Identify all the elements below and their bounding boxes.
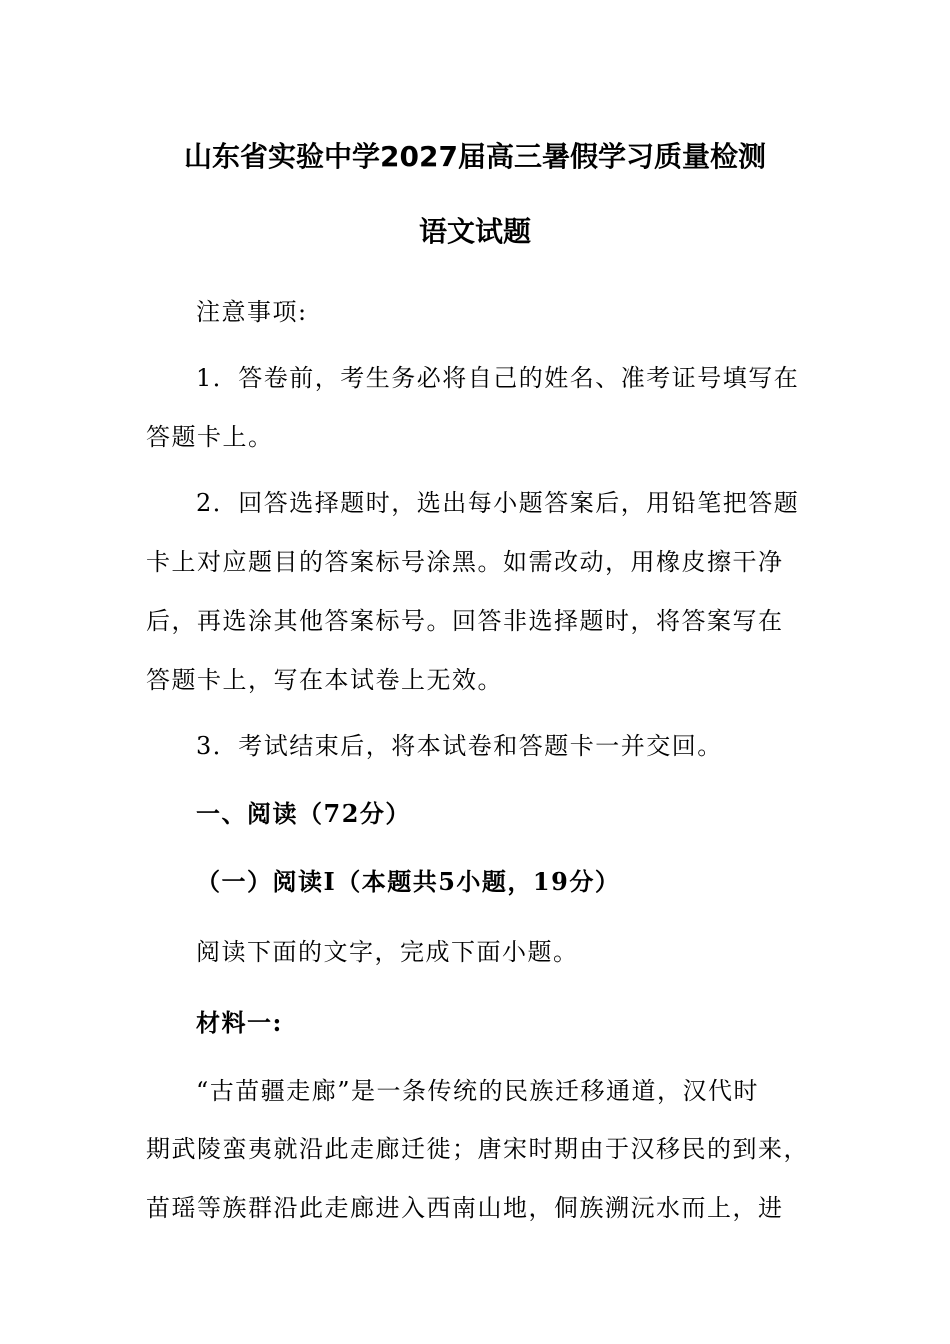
notice-item-1-line-2: 答题卡上。 xyxy=(146,423,274,451)
reading-instruction: 阅读下面的文字，完成下面小题。 xyxy=(196,938,579,966)
passage-line-3: 苗瑶等族群沿此走廊进入西南山地，侗族溯沅水而上，进 xyxy=(146,1194,784,1222)
document-subtitle: 语文试题 xyxy=(418,215,531,248)
section-heading: 一、阅读（72分） xyxy=(196,799,411,828)
passage-line-1: “古苗疆走廊”是一条传统的民族迁移通道，汉代时 xyxy=(196,1077,760,1105)
notice-item-2-line-1: 2．回答选择题时，选出每小题答案后，用铅笔把答题 xyxy=(196,489,800,517)
passage-line-2: 期武陵蛮夷就沿此走廊迁徙；唐宋时期由于汉移民的到来， xyxy=(146,1135,809,1163)
notice-item-2-line-3: 后，再选涂其他答案标号。回答非选择题时，将答案写在 xyxy=(146,607,784,635)
notice-item-2-line-2: 卡上对应题目的答案标号涂黑。如需改动，用橡皮擦干净 xyxy=(146,548,784,576)
notice-item-1-line-1: 1．答卷前，考生务必将自己的姓名、准考证号填写在 xyxy=(196,364,800,392)
notice-item-2-line-4: 答题卡上，写在本试卷上无效。 xyxy=(146,666,503,694)
subsection-heading: （一）阅读I（本题共5小题，19分） xyxy=(196,867,621,896)
document-title: 山东省实验中学2027届高三暑假学习质量检测 xyxy=(184,140,766,173)
notice-heading: 注意事项: xyxy=(196,298,308,326)
notice-item-3: 3．考试结束后，将本试卷和答题卡一并交回。 xyxy=(196,732,723,760)
material-label: 材料一: xyxy=(196,1008,283,1037)
